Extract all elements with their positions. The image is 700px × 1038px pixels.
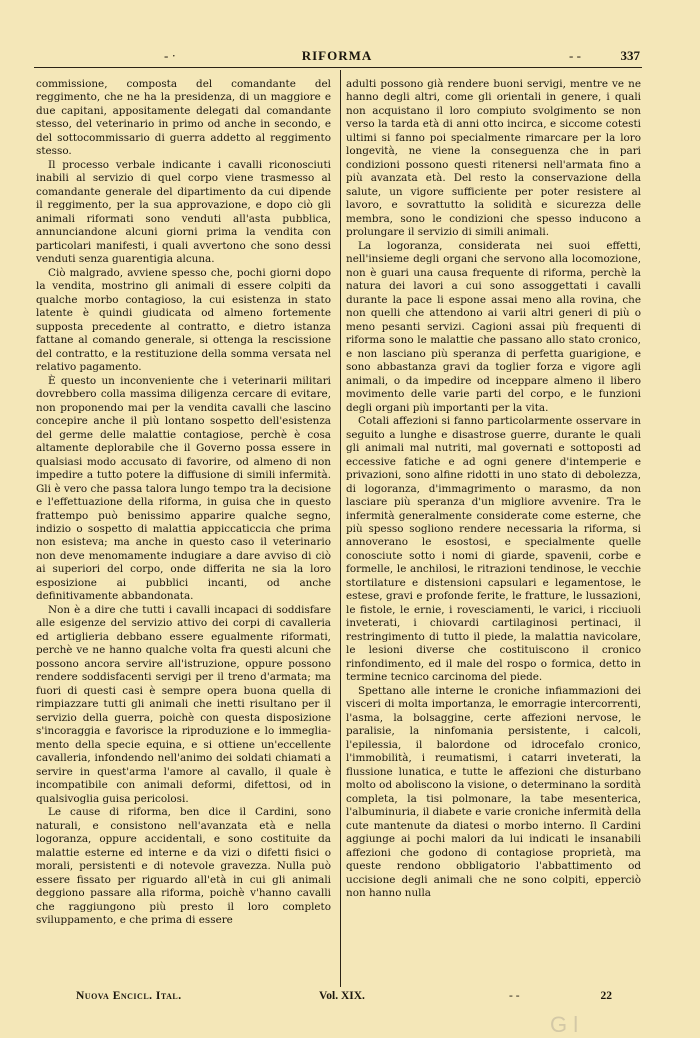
signature-number: 22 <box>600 990 612 1002</box>
paragraph: adulti possono già rendere buoni servigi, mentre ve ne hanno degli altri, come gli orientali in genere, i quali non acquistano il loro compiuto svolgimento se non verso la tarda età di anni otto incirca, e siccome cotesti ultimi si fanno poi specialmente rimarcare per la loro longevità, ne viene la conseguenza che in pari condizioni possono questi ritenersi nell'armata fino a più avanzata età. Del resto la conservazione della salute, un vigore sufficiente per poter resistere al lavoro, e sovrattutto la solidità e sicurezza delle membra, sono le condizioni che spesso inducono a prolungare il servizio di simili animali. <box>346 78 641 239</box>
scan-watermark: G l <box>550 1012 579 1037</box>
paragraph: Spettano alle interne le croniche infiammazioni dei visceri di molta importanza, le emorragie intercorrenti, l'asma, la bolsaggine, certe affezioni nervose, le paralisie, la ninfomania persistente, i calcoli, l'epilessia, il balordone od idrocefalo cronico, l'immobilità, i reumatismi, i catarri inveterati, la flussione lunatica, e tutte le affezioni che disturbano molto od aboliscono la visione, o determinano la sordità completa, la tisi polmonare, la tabe mesenterica, l'albuminuria, il diabete e varie croniche infermità della cute mantenute da diatesi o morbo interno. Il Cardini aggiunge ai pochi malori da lui indicati le insanabili affezioni che godono di contagiose proprietà, ma queste rendono obbligatorio l'abbattimento od uccisione degli animali che ne sono colpiti, epperciò non hanno nulla <box>346 684 641 900</box>
paragraph: commissione, composta del comandante del reggimento, che ne ha la presidenza, di un maggiore e due capitani, appositamente delegati dal comandante stesso, del veterinario in primo od anche in secondo, e del sottocommissario di guerra addetto al reggimento stesso. <box>36 78 331 158</box>
header-left-mark: - · <box>164 48 176 63</box>
header-rule <box>34 67 642 68</box>
left-column <box>36 78 331 988</box>
paragraph: Le cause di riforma, ben dice il Cardini, sono naturali, e consistono nell'avanzata età e nella logoranza, oppure accidentali, e sono costituite da malattie esterne ed interne e da vizi o difetti fisici o morali, persistenti e di notevole gravezza. Nulla può essere fissato per riguardo all'età in cui gli animali deggiono passare alla riforma, poichè v'hanno cavalli che raggiungono più presto il loro completo sviluppamento, e che prima di essere <box>36 806 331 927</box>
paragraph: Ciò malgrado, avviene spesso che, pochi giorni dopo la vendita, mostrino gli animali di essere colpiti da qualche morbo contagioso, la cui esistenza in stato latente è quindi giudicata od almeno fortemente supposta precedente al contratto, e dietro istanza fattane al comando generale, si ottenga la rescissione del contratto, e la restituzione della somma versata nel relativo pagamento. <box>36 266 331 374</box>
header-right-mark: - - <box>569 48 581 63</box>
running-header <box>34 48 640 68</box>
footer-marks: - - <box>509 990 520 1002</box>
paragraph: La logoranza, considerata nei suoi effetti, nell'insieme degli organi che servono alla locomozione, non è guari una causa frequente di riforma, perchè la natura dei lavori a cui sono assoggettati i cavalli durante la pace li espone assai meno alla rovina, che non quelli che attendono ai varii altri generi di più o meno pesanti servizi. Cagioni assai più frequenti di riforma sono le malattie che passano allo stato cronico, e non lasciano più speranza di perfetta guarigione, e sono abbastanza gravi da toglier forza e vigore agli animali, o da impedire od inceppare almeno il libero movimento delle varie parti del corpo, e le funzioni degli organi più importanti per la vita. <box>346 239 641 414</box>
volume-label: Vol. XIX. <box>319 990 365 1002</box>
page-number: 337 <box>620 48 640 63</box>
paragraph: Il processo verbale indicante i cavalli riconosciuti inabili al servizio di quel corpo viene trasmesso al comandante generale del dipartimento da cui dipende il reggimento, per la sua approvazione, e dopo ciò gli animali riformati sono venduti all'asta pubblica, annunciandone alcuni giorni prima la vendita con particolari manifesti, i quali avvertono che sono dessi venduti senza guarentigia alcuna. <box>36 158 331 266</box>
running-title: RIFORMA <box>301 48 373 63</box>
paragraph: Non è a dire che tutti i cavalli incapaci di soddisfare alle esigenze del servizio attivo dei corpi di cavalleria ed artiglieria debbano essere egualmente riformati, perchè ve ne hanno qualche volta fra questi alcuni che possono ancora servire all'istruzione, oppure possono rendere soddisfacenti servigi per il treno d'armata; ma fuori di questi casi è sempre opera buona quella di rimpiazzare tutti gli animali che inetti risultano per il servizio della guerra, poichè con questa disposizione s'incoraggia e favorisce la riproduzione e lo immeglia-mento della specie equina, e si ottiene un'eccellente cavalleria, infondendo nell'animo dei soldati chiamati a servire in quest'arma l'amore al cavallo, il quale è incompatibile con animali deformi, difettosi, od in qualsivoglia guisa pericolosi. <box>36 603 331 805</box>
publication-name: Nuova Encicl. Ital. <box>76 990 182 1002</box>
column-divider <box>340 70 341 987</box>
paragraph: Cotali affezioni si fanno particolarmente osservare in seguito a lunghe e disastrose guerre, durante le quali gli animali mal nutriti, mal governati e sottoposti ad eccessive fatiche e ad ogni genere d'intemperie e privazioni, sono alfine ridotti in uno stato di debolezza, di logoranza, d'immagrimento o marasmo, da non lasciare più speranza d'un migliore avvenire. Tra le infermità generalmente considerate come esterne, che più spesso sogliono rendere necessaria la riforma, si annoverano le esostosi, e specialmente quelle conosciute sotto i nomi di giarde, spavenii, corbe e formelle, le anchilosi, le ritrazioni tendinose, le vecchie stortilature e distensioni capsulari e legamentose, le estese, gravi e profonde ferite, le fratture, le lussazioni, le fistole, le ernie, i rovesciamenti, le varici, i ricciuoli inveterati, i chiovardi cartilaginosi pertinaci, il restringimento di tutto il piede, la malattia navicolare, le lesioni diverse che costituiscono il cronico rinfondimento, ed il male del rospo o formica, detto in termine tecnico carcinoma del piede. <box>346 415 641 684</box>
page-footer <box>34 990 640 1006</box>
paragraph: È questo un inconveniente che i veterinarii militari dovrebbero colla massima diligenza cercare di evitare, non proponendo mai per la vendita cavalli che lascino concepire anche il più lontano sospetto dell'esistenza del germe delle malattie contagiose, perchè è cosa altamente deplorabile che il Governo possa essere in qualsiasi modo accusato di favorire, od almeno di non impedire a tutto potere la diffusione di simili infermità. Gli è vero che passa talora lungo tempo tra la decisione e l'effettuazione della riforma, in guisa che in questo frattempo può benissimo apparire qualche segno, indizio o sospetto di malattia appiccaticcia che prima non esisteva; ma anche in questo caso il veterinario non deve menomamente indugiare a dare avviso di ciò ai superiori del corpo, onde differita ne sia la loro esposizione ai pubblici incanti, od anche definitivamente abbandonata. <box>36 374 331 603</box>
right-column <box>346 78 641 988</box>
